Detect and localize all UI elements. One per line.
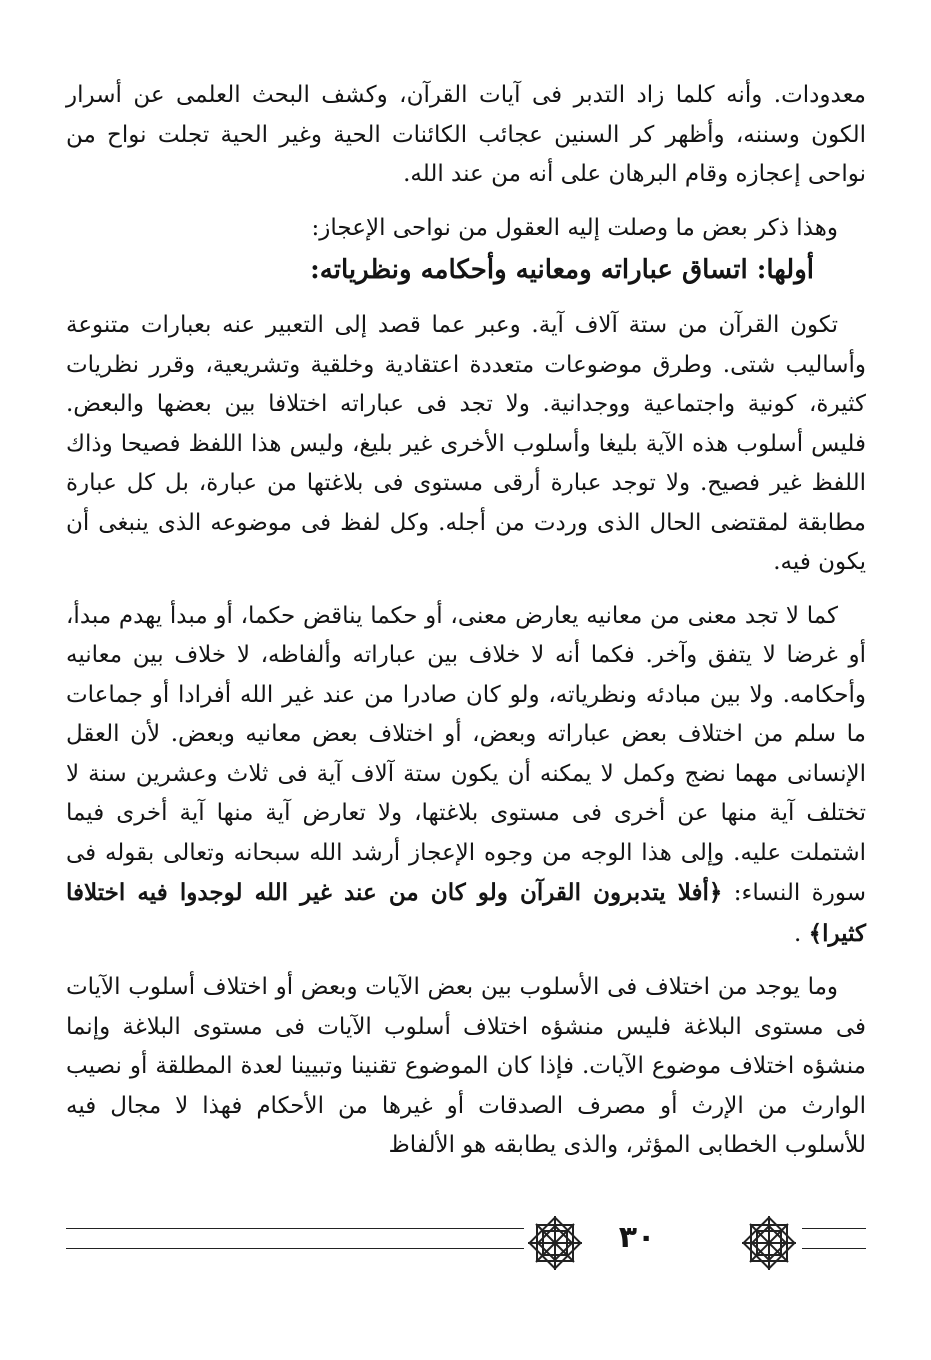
paragraph-2-end: . (793, 920, 802, 947)
paragraph-3: وما يوجد من اختلاف فى الأسلوب بين بعض الآيات وبعض أو اختلاف أسلوب الآيات فى مستوى البلاغة فليس منشؤه اختلاف أسلوب الآيات فى مستوى البلاغة وإنما منشؤه اختلاف موضوع الآيات. فإذا كان الموضوع تقنينا وتبيينا لعدة المطلقة أو نصيب الوارث من الإرث أو مصرف الصدقات أو غيرها من الأحكام فهذا لا مجال فيه للأسلوب الخطابى المؤثر، والذى يطابقه هو الألفاظ (66, 974, 866, 1158)
footer-rule-right-bottom (802, 1248, 866, 1249)
quran-quote: ﴿أفلا يتدبرون القرآن ولو كان من عند غير الله لوجدوا فيه اختلافا كثيرا﴾ (66, 879, 866, 947)
page-footer (66, 1208, 866, 1278)
paragraph-2 (66, 597, 866, 955)
footer-rule-left-top (66, 1228, 524, 1229)
footer-rule-right-top (802, 1228, 866, 1229)
page-number: ٣٠ (618, 1220, 656, 1255)
footer-rule-left-bottom (66, 1248, 524, 1249)
lead-in-line: وهذا ذكر بعض ما وصلت إليه العقول من نواحى الإعجاز: (311, 214, 838, 241)
intro-paragraph: معدودات. وأنه كلما زاد التدبر فى آيات القرآن، وكشف البحث العلمى عن أسرار الكون وسننه، وأظهر كر السنين عجائب الكائنات الحية وغير الحية تجلت نواح من نواحى إعجازه وقام البرهان على أنه من عند الله. (66, 82, 866, 187)
page-body (66, 76, 866, 1166)
octagram-ornament-icon (738, 1212, 800, 1274)
paragraph-1: تكون القرآن من ستة آلاف آية. وعبر عما قصد إلى التعبير عنه بعبارات متنوعة وأساليب شتى. وطرق موضوعات متعددة اعتقادية وخلقية وتشريعية، وقرر نظريات كثيرة، كونية واجتماعية ووجدانية. ولا تجد فى عباراته اختلافا بين بعضها والبعض. فليس أسلوب هذه الآية بليغا وأسلوب الأخرى غير بليغ، وليس هذا اللفظ فصيحا وذاك اللفظ غير فصيح. ولا توجد عبارة أرقى مستوى فى بلاغتها من عبارة، بل كل عبارة مطابقة لمقتضى الحال الذى وردت من أجله. وكل لفظ فى موضوعه الذى ينبغى أن يكون فيه. (66, 312, 866, 575)
paragraph-2-text: كما لا تجد معنى من معانيه يعارض معنى، أو حكما يناقض حكما، أو مبدأ يهدم مبدأ، أو غرضا لا يتفق وآخر. فكما أنه لا خلاف بين عباراته وألفاظه، لا خلاف بين معانيه وأحكامه. ولا بين مبادئه ونظرياته، ولو كان صادرا من عند غير الله أفرادا أو جماعات ما سلم من اختلاف بعض عباراته وبعض، أو اختلاف بعض معانيه وبعض. لأن العقل الإنسانى مهما نضج وكمل لا يمكنه أن يكون ستة آلاف آية فى ثلاث وعشرين سنة لا تختلف آية منها عن أخرى فى مستوى بلاغتها، ولا تعارض آية منها آية أخرى فيما اشتملت عليه. وإلى هذا الوجه من وجوه الإعجاز أرشد الله سبحانه وتعالى بقوله فى سورة النساء: (66, 602, 866, 906)
octagram-ornament-icon (524, 1212, 586, 1274)
section-heading: أولها: اتساق عباراته ومعانيه وأحكامه ونظرياته: (310, 255, 814, 285)
